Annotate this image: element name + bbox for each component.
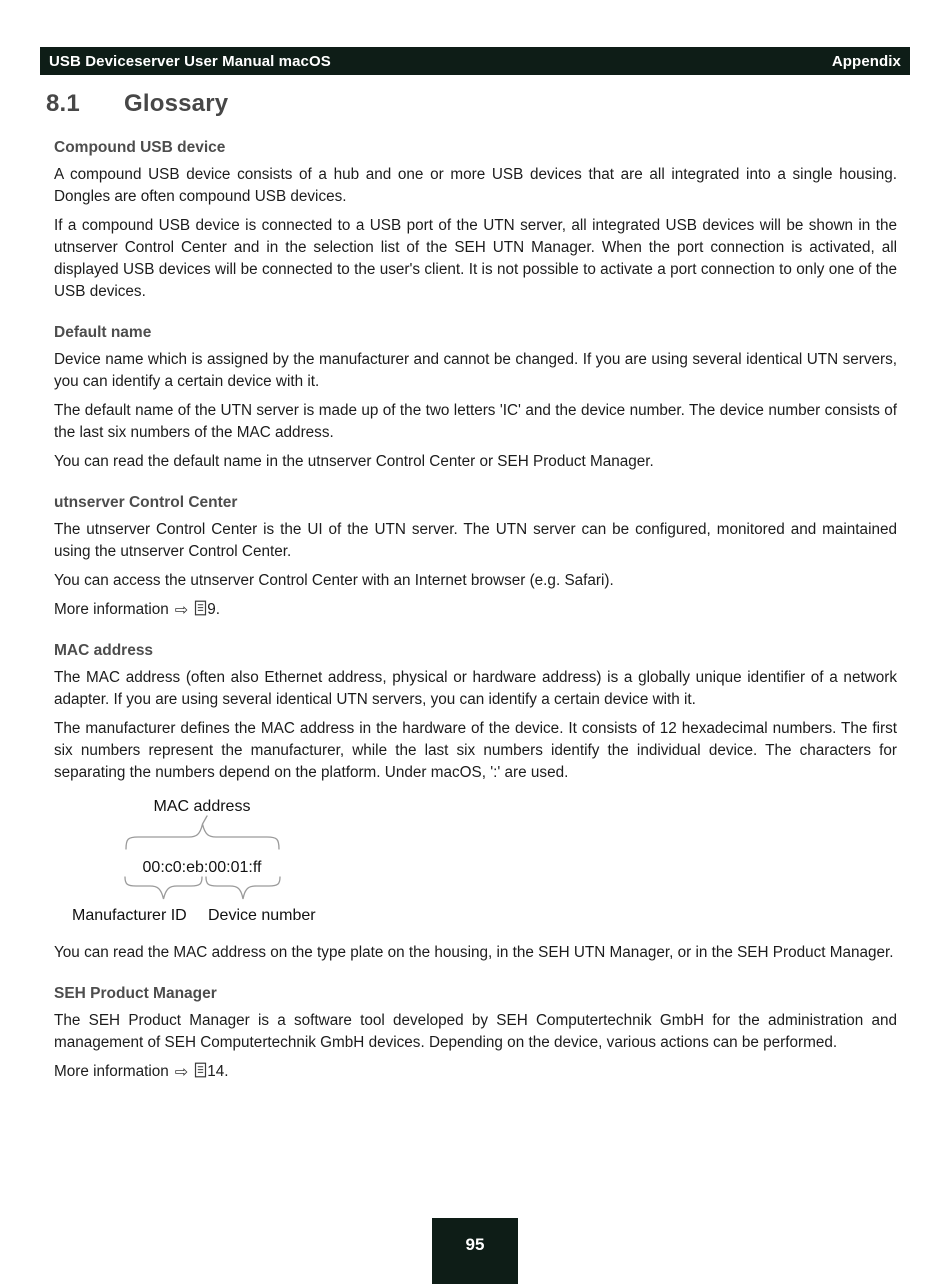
glossary-entry-seh-product-manager bbox=[54, 985, 897, 1083]
diagram-title-mac-address: MAC address bbox=[153, 798, 251, 815]
page-number: 95 bbox=[465, 1235, 485, 1254]
manufacturer-id-label: Manufacturer ID bbox=[72, 907, 187, 924]
glossary-paragraph: The MAC address (often also Ethernet address, physical or hardware address) is a globally unique identifier of a network adapter. If you are using several identical UTN servers, you can identify a certain device with it. bbox=[54, 669, 897, 708]
section-title: Glossary bbox=[123, 90, 229, 117]
underbrace-left bbox=[125, 877, 202, 899]
page-reference-link[interactable] bbox=[194, 1061, 228, 1083]
page-header-bar bbox=[40, 47, 910, 75]
arrow-right-icon: ⇨ bbox=[174, 600, 189, 619]
mac-address-diagram bbox=[54, 791, 897, 932]
glossary-paragraph: You can access the utnserver Control Center with an Internet browser (e.g. Safari). bbox=[54, 572, 614, 589]
page-content bbox=[0, 75, 950, 1090]
section-heading bbox=[46, 90, 950, 118]
glossary-paragraph: A compound USB device consists of a hub and one or more USB devices that are all integrated into a single housing. Dongles are often compound USB devices. bbox=[54, 166, 897, 205]
more-info-label: More information bbox=[54, 1063, 169, 1080]
overbrace bbox=[126, 816, 279, 849]
glossary-term: Default name bbox=[54, 324, 152, 341]
glossary-paragraph: The utnserver Control Center is the UI of the UTN server. The UTN server can be configured, monitored and maintained using the utnserver Control Center. bbox=[54, 521, 897, 560]
page-number-box bbox=[432, 1218, 518, 1284]
glossary-entry-mac-address bbox=[54, 642, 897, 964]
glossary-paragraph: The default name of the UTN server is made up of the two letters 'IC' and the device number. The device number consists of the last six numbers of the MAC address. bbox=[54, 402, 897, 441]
page-reference-number: 9. bbox=[207, 601, 220, 618]
glossary-entry-compound-usb-device bbox=[54, 139, 897, 303]
more-info-line bbox=[54, 1061, 897, 1083]
header-chapter-label: Appendix bbox=[831, 52, 901, 70]
glossary-entry-default-name bbox=[54, 324, 897, 473]
underbrace-right bbox=[206, 877, 280, 899]
header-manual-title: USB Deviceserver User Manual macOS bbox=[49, 52, 331, 70]
more-info-line bbox=[54, 599, 897, 621]
glossary-paragraph: Device name which is assigned by the manufacturer and cannot be changed. If you are using several identical UTN servers, you can identify a certain device with it. bbox=[54, 351, 897, 390]
glossary-paragraph: The SEH Product Manager is a software tool developed by SEH Computertechnik GmbH for the administration and management of SEH Computertechnik GmbH devices. Depending on the device, various actions can be performed. bbox=[54, 1012, 897, 1051]
page-reference-link[interactable] bbox=[194, 599, 220, 621]
glossary-paragraph: The manufacturer defines the MAC address in the hardware of the device. It consists of 12 hexadecimal numbers. The first six numbers represent the manufacturer, while the last six numbers identify the individual device. The characters for separating the numbers depend on the platform. Under macOS, ':' are used. bbox=[54, 720, 897, 781]
mac-address-diagram-svg bbox=[54, 791, 394, 927]
mac-address-value: 00:c0:eb:00:01:ff bbox=[142, 859, 262, 876]
glossary-entry-utnserver-control-center bbox=[54, 494, 897, 621]
glossary-paragraph: You can read the MAC address on the type plate on the housing, in the SEH UTN Manager, or in the SEH Product Manager. bbox=[54, 944, 894, 961]
device-number-label: Device number bbox=[208, 907, 316, 924]
glossary-paragraph: If a compound USB device is connected to a USB port of the UTN server, all integrated USB devices will be shown in the utnserver Control Center and in the selection list of the SEH UTN Manager. When the port connection is activated, all displayed USB devices will be connected to the user's client. It is not possible to activate a port connection to only one of the USB devices. bbox=[54, 217, 897, 300]
more-info-label: More information bbox=[54, 601, 169, 618]
glossary-term: MAC address bbox=[54, 642, 154, 659]
glossary-content bbox=[54, 139, 897, 1083]
glossary-term: utnserver Control Center bbox=[54, 494, 238, 511]
arrow-right-icon: ⇨ bbox=[174, 1062, 189, 1081]
document-icon bbox=[194, 1062, 207, 1078]
page-reference-number: 14. bbox=[207, 1063, 229, 1080]
glossary-term: SEH Product Manager bbox=[54, 985, 217, 1002]
document-icon bbox=[194, 600, 207, 616]
glossary-term: Compound USB device bbox=[54, 139, 226, 156]
section-number: 8.1 bbox=[46, 90, 80, 117]
glossary-paragraph: You can read the default name in the utnserver Control Center or SEH Product Manager. bbox=[54, 453, 654, 470]
